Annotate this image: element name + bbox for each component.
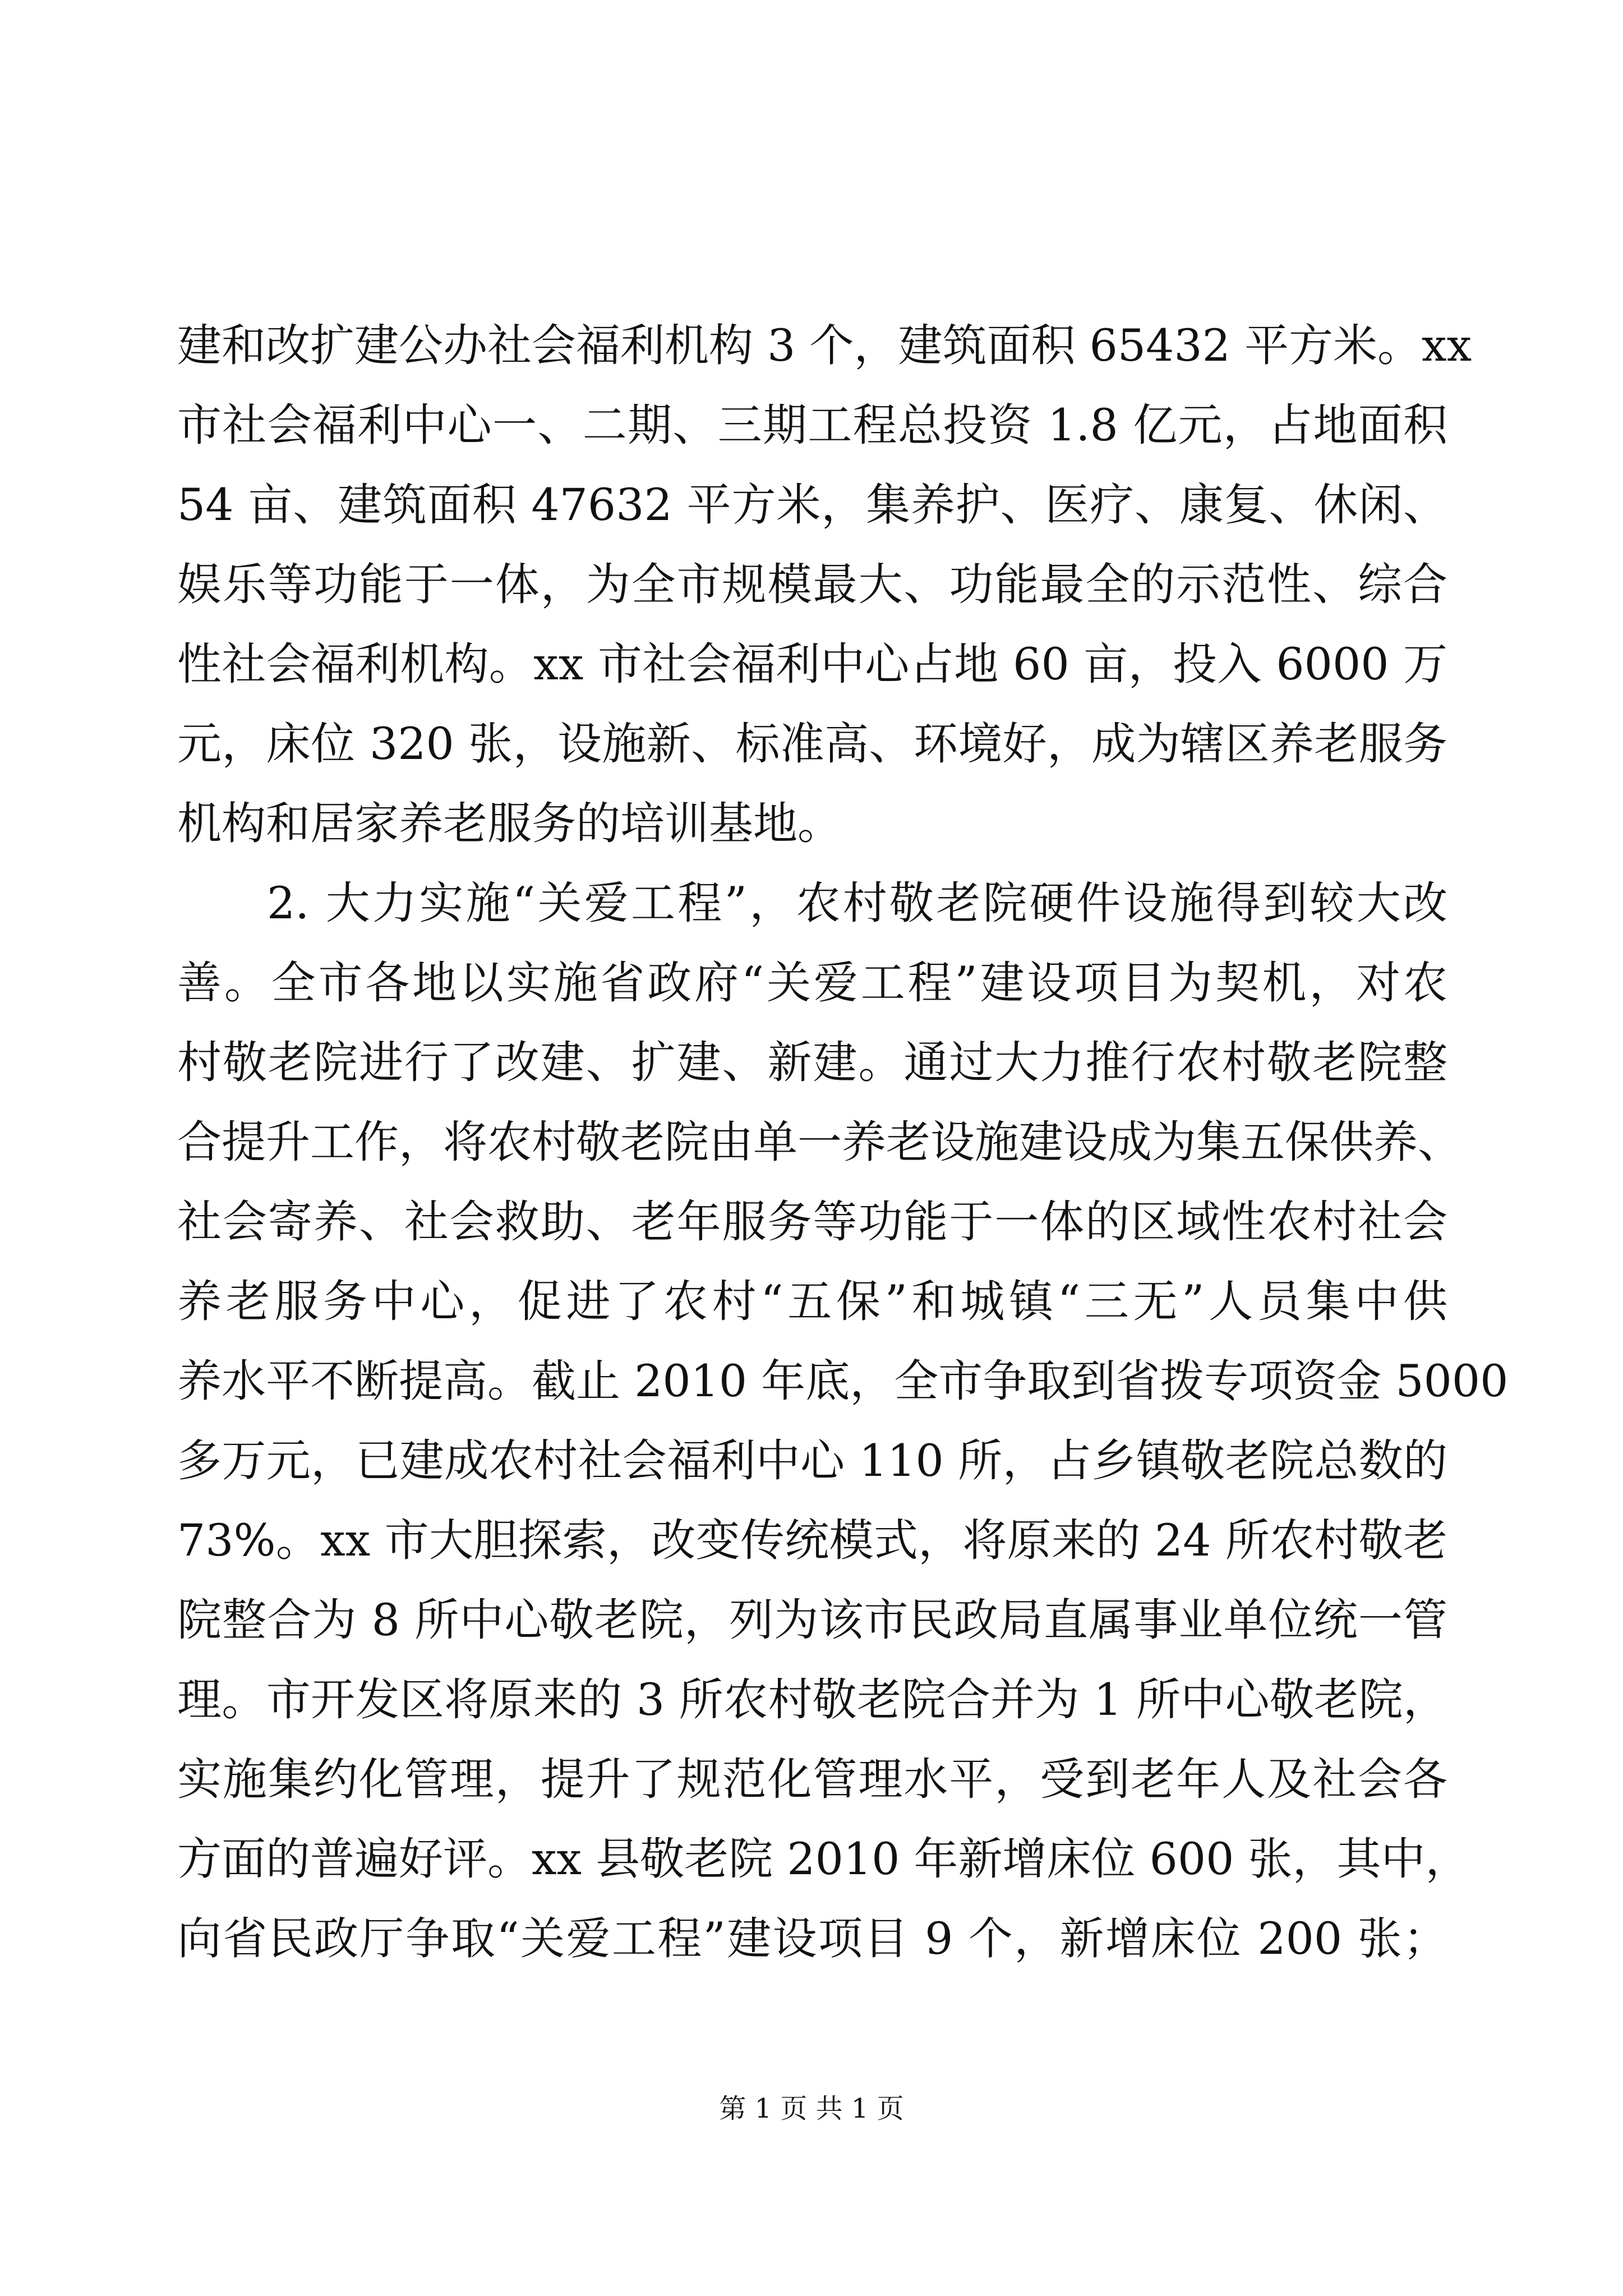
- document-body: [177, 306, 1509, 1978]
- text-line: 建和改扩建公办社会福利机构 3 个，建筑面积 65432 平方米。xx: [177, 320, 1472, 371]
- text-line: 村敬老院进行了改建、扩建、新建。通过大力推行农村敬老院整: [177, 1037, 1447, 1088]
- text-line: 院整合为 8 所中心敬老院，列为该市民政局直属事业单位统一管: [177, 1594, 1447, 1646]
- text-line: 社会寄养、社会救助、老年服务等功能于一体的区域性农村社会: [177, 1196, 1447, 1248]
- text-line: 市社会福利中心一、二期、三期工程总投资 1.8 亿元，占地面积: [177, 399, 1447, 451]
- text-line: 理。市开发区将原来的 3 所农村敬老院合并为 1 所中心敬老院，: [177, 1674, 1447, 1726]
- text-line: 性社会福利机构。xx 市社会福利中心占地 60 亩，投入 6000 万: [177, 638, 1447, 690]
- text-line: 方面的普遍好评。xx 县敬老院 2010 年新增床位 600 张，其中，: [177, 1833, 1470, 1885]
- page-footer: 第 1 页 共 1 页: [719, 2093, 904, 2124]
- text-line: 机构和居家养老服务的培训基地。: [177, 798, 842, 849]
- text-line: 合提升工作，将农村敬老院由单一养老设施建设成为集五保供养、: [177, 1116, 1462, 1168]
- text-line: 向省民政厅争取“关爱工程”建设项目 9 个，新增床位 200 张；: [177, 1913, 1447, 1964]
- text-line: 多万元，已建成农村社会福利中心 110 所，占乡镇敬老院总数的: [177, 1435, 1447, 1487]
- paragraph-2: [177, 863, 1509, 1978]
- text-line: 54 亩、建筑面积 47632 平方米，集养护、医疗、康复、休闲、: [177, 479, 1447, 531]
- text-line: 实施集约化管理，提升了规范化管理水平，受到老年人及社会各: [177, 1754, 1447, 1805]
- text-line: 养老服务中心，促进了农村“五保”和城镇“三无”人员集中供: [177, 1276, 1447, 1327]
- text-line: 元，床位 320 张，设施新、标准高、环境好，成为辖区养老服务: [177, 718, 1447, 770]
- text-line: 73%。xx 市大胆探索，改变传统模式，将原来的 24 所农村敬老: [177, 1515, 1447, 1566]
- text-line: 2. 大力实施“关爱工程”，农村敬老院硬件设施得到较大改: [267, 877, 1447, 929]
- text-line: 养水平不断提高。截止 2010 年底，全市争取到省拨专项资金 5000: [177, 1355, 1509, 1407]
- paragraph-1: [177, 306, 1472, 863]
- text-line: 善。全市各地以实施省政府“关爱工程”建设项目为契机，对农: [177, 957, 1447, 1009]
- text-line: 娱乐等功能于一体，为全市规模最大、功能最全的示范性、综合: [177, 559, 1447, 610]
